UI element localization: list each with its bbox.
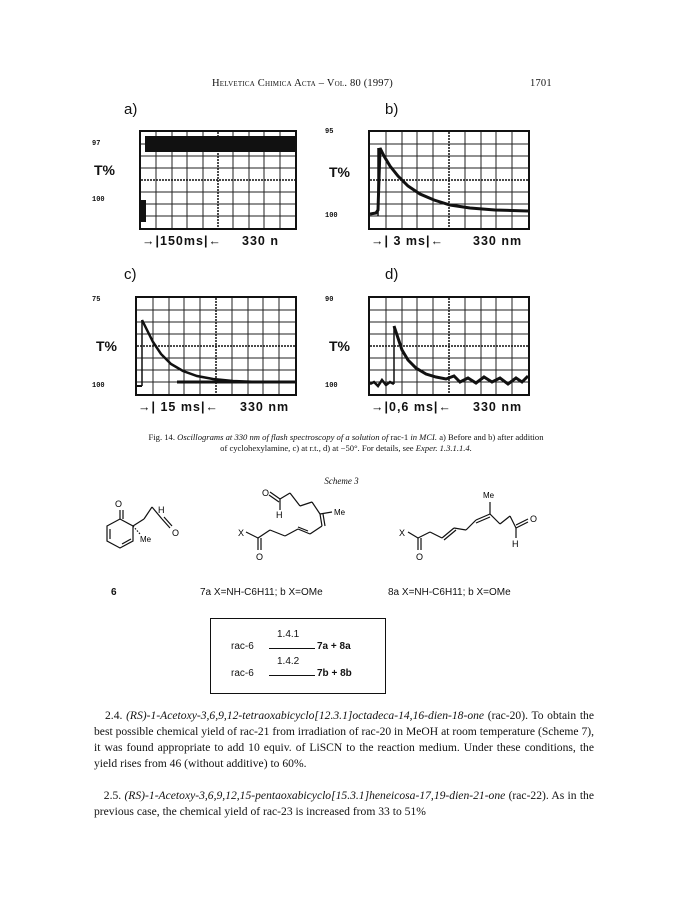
- atom-7-o1: O: [262, 488, 270, 498]
- oscillogram-c: [92, 292, 312, 420]
- atom-6-o2: O: [172, 528, 180, 538]
- wavelength-label: 330 nm: [473, 400, 523, 414]
- scope-screen: [135, 296, 297, 396]
- para-body: As in the previous case, the chemical yield of rac-23 is increased from 33 to 51%: [94, 789, 594, 818]
- trace-c: [137, 298, 295, 394]
- reaction-2-condition: 1.4.2: [277, 656, 300, 667]
- atom-6-h: H: [158, 505, 165, 515]
- trace-a: [141, 132, 295, 228]
- compound-label-6: 6: [111, 587, 117, 598]
- panel-label-a: a): [124, 101, 138, 118]
- reaction-box: [210, 618, 386, 694]
- reaction-2-arrow: [269, 675, 315, 676]
- scheme-structures: [80, 484, 580, 594]
- panel-label-c: c): [124, 266, 137, 283]
- oscillogram-a: [92, 128, 312, 256]
- trace-b: [370, 132, 528, 228]
- timebase-value: 150ms: [160, 234, 204, 248]
- panel-label-d: d): [385, 266, 399, 283]
- atom-8-me: Me: [483, 491, 495, 500]
- structure-8: [408, 502, 528, 550]
- scope-screen: [368, 130, 530, 230]
- reaction-1-arrow: [269, 648, 315, 649]
- para-number: 2.4.: [105, 709, 123, 722]
- structure-7: [246, 492, 332, 550]
- caption-rest-1: a) Before and b) after addition: [439, 432, 544, 442]
- journal-title: Helvetica Chimica Acta – Vol. 80 (1997): [212, 78, 393, 89]
- y-axis-label: T%: [96, 338, 117, 354]
- timebase-value: 3 ms: [393, 234, 426, 248]
- page-number: 1701: [530, 78, 552, 89]
- scheme-title: Scheme 3: [324, 476, 359, 486]
- trace-d: [370, 298, 528, 394]
- y-axis-label: T%: [94, 162, 115, 178]
- compound-caption-7: 7a X=NH-C6H11; b X=OMe: [200, 587, 323, 598]
- paragraph-2-4: [94, 708, 594, 772]
- reaction-1-condition: 1.4.1: [277, 629, 300, 640]
- y-tick-top: 97: [92, 140, 101, 148]
- atom-8-o1: O: [530, 514, 538, 524]
- timebase-label: →| 3 ms|←: [371, 234, 444, 248]
- para-title: (RS)-1-Acetoxy-3,6,9,12-tetraoxabicyclo[12.3.1]octadeca-14,16-dien-18-one: [126, 709, 485, 722]
- atom-8-o2: O: [416, 552, 424, 562]
- reaction-2-reactant: rac-6: [231, 668, 254, 679]
- timebase-label: →| 15 ms|←: [138, 400, 219, 414]
- wavelength-label: 330 nm: [240, 400, 290, 414]
- scope-screen: [368, 296, 530, 396]
- scope-screen: [139, 130, 297, 230]
- para-compound: (rac-22).: [508, 789, 549, 802]
- y-tick-bottom: 100: [325, 212, 338, 220]
- caption-italic-2: in MCI.: [410, 432, 438, 442]
- y-tick-bottom: 100: [92, 382, 105, 390]
- timebase-label: →|150ms|←: [142, 234, 222, 248]
- caption-italic-1: Oscillograms at 330 nm of flash spectroscopy of a solution of: [177, 432, 389, 442]
- atom-7-o2: O: [256, 552, 264, 562]
- oscillogram-b: [325, 128, 545, 256]
- panel-label-b: b): [385, 101, 399, 118]
- paragraph-2-5: [94, 788, 594, 820]
- atom-7-h: H: [276, 510, 283, 520]
- y-tick-top: 75: [92, 296, 101, 304]
- y-axis-label: T%: [329, 338, 350, 354]
- atom-8-h: H: [512, 539, 519, 549]
- y-tick-top: 95: [325, 128, 334, 136]
- para-body: To obtain the best possible chemical yield of rac-21 from irradiation of rac-20 in MeOH at room temperature (Scheme 7), it was found appropriate to add 10 equiv. of LiSCN to the reaction medium. Under these conditions, the yield rises from 46 (without additive) to 60%.: [94, 709, 594, 770]
- reaction-2-products: 7b + 8b: [317, 668, 352, 679]
- atom-6-me: Me: [140, 535, 152, 544]
- timebase-label: →|0,6 ms|←: [371, 400, 452, 414]
- timebase-value: 15 ms: [160, 400, 201, 414]
- caption-line-2: of cyclohexylamine, c) at r.t., d) at −50°. For details, see: [220, 443, 414, 453]
- para-compound: (rac-20).: [487, 709, 528, 722]
- figure-caption: [66, 432, 626, 454]
- caption-lead: Fig. 14.: [148, 432, 176, 442]
- wavelength-label: 330 n: [242, 234, 279, 248]
- caption-exper-ref: Exper. 1.3.1.1.4.: [415, 443, 472, 453]
- y-axis-label: T%: [329, 164, 350, 180]
- oscillogram-d: [325, 292, 545, 420]
- caption-compound: rac-1: [390, 432, 409, 442]
- y-tick-bottom: 100: [325, 382, 338, 390]
- y-tick-bottom: 100: [92, 196, 105, 204]
- atom-8-x: X: [399, 528, 406, 538]
- atom-7-me: Me: [334, 508, 346, 517]
- reaction-1-products: 7a + 8a: [317, 641, 351, 652]
- atom-7-x: X: [238, 528, 245, 538]
- y-tick-top: 90: [325, 296, 334, 304]
- atom-6-o1: O: [115, 499, 123, 509]
- wavelength-label: 330 nm: [473, 234, 523, 248]
- para-number: 2.5.: [103, 789, 122, 802]
- timebase-value: 0,6 ms: [389, 400, 434, 414]
- compound-caption-8: 8a X=NH-C6H11; b X=OMe: [388, 587, 511, 598]
- reaction-1-reactant: rac-6: [231, 641, 254, 652]
- para-title: (RS)-1-Acetoxy-3,6,9,12,15-pentaoxabicyclo[15.3.1]heneicosa-17,19-dien-21-one: [124, 789, 506, 802]
